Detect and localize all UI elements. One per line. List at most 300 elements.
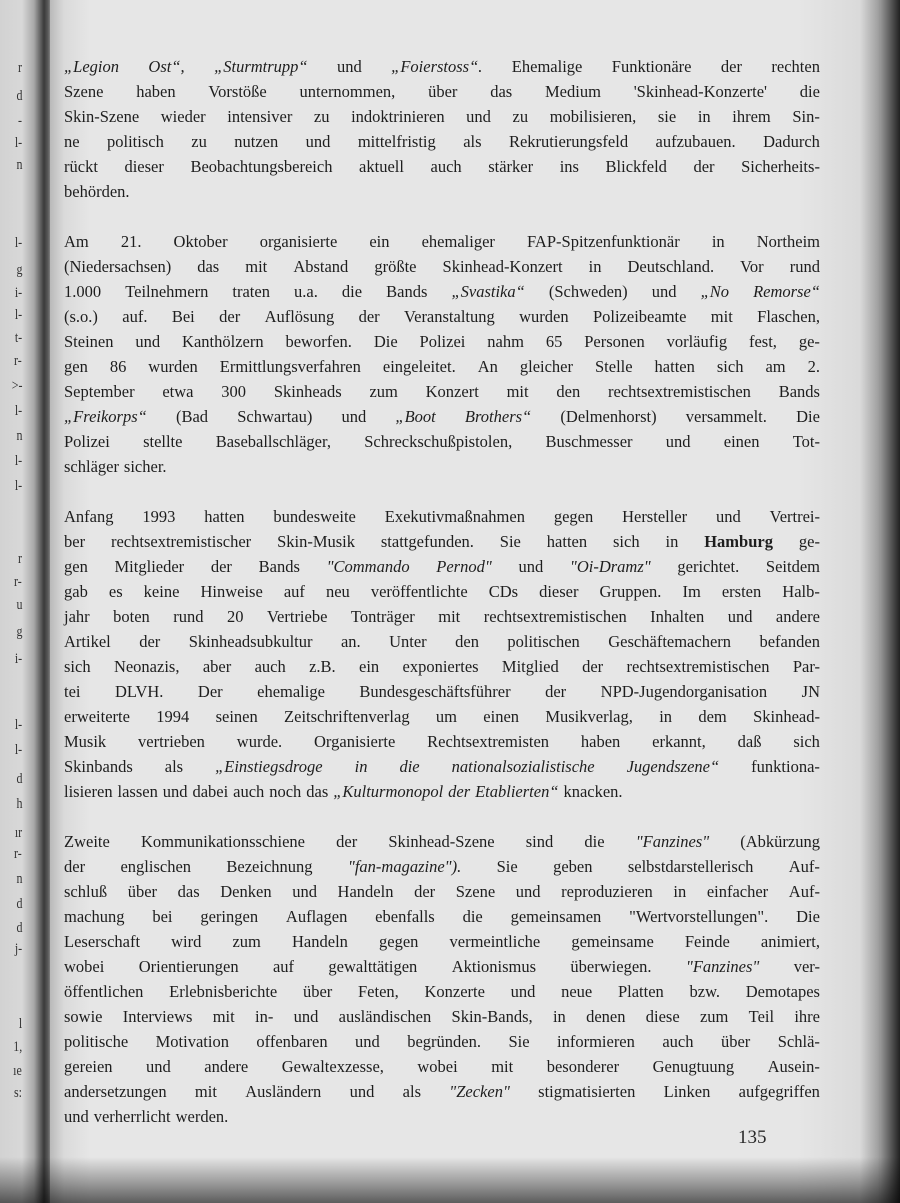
word: gegen	[379, 932, 419, 951]
word: Par-	[792, 657, 820, 676]
word: Flaschen,	[757, 307, 820, 326]
word: 65	[545, 332, 563, 351]
word: haben	[580, 732, 621, 751]
word: dieser	[124, 157, 164, 176]
word: Baseballschläger,	[215, 432, 331, 451]
word: und	[146, 1057, 171, 1076]
word: Zweite	[64, 832, 110, 851]
word: englischen	[120, 857, 192, 876]
word: schluß	[64, 882, 108, 901]
word: Medium	[544, 82, 601, 101]
word: der	[336, 832, 358, 851]
word: in	[665, 532, 679, 551]
word: und	[135, 332, 161, 351]
word: andersetzungen	[64, 1082, 167, 1101]
word: geben	[553, 857, 593, 876]
text-line	[64, 1029, 820, 1054]
margin-fragment: l-	[14, 307, 22, 323]
text-line	[64, 579, 820, 604]
word: Pernod"	[436, 557, 492, 576]
word: auf	[272, 957, 295, 976]
word: Rechtsextremisten	[427, 732, 550, 751]
word: Gruppen.	[599, 582, 662, 601]
margin-fragment: h	[16, 796, 22, 812]
text-line	[64, 554, 820, 579]
text-line	[64, 104, 820, 129]
word: Stelle	[594, 357, 633, 376]
word: gen	[64, 557, 88, 576]
word: An	[477, 357, 498, 376]
word: „Boot	[395, 407, 436, 426]
page-number: 135	[738, 1127, 767, 1148]
word: (Schweden)	[548, 282, 628, 301]
text-line	[64, 904, 820, 929]
word: Skinhead-Szene	[388, 832, 495, 851]
word: politische	[64, 1032, 129, 1051]
margin-fragment: r-	[14, 353, 22, 369]
word: Polizei	[64, 432, 110, 451]
word: in	[697, 107, 711, 126]
word: ver-	[793, 957, 820, 976]
margin-fragment: l-	[14, 478, 22, 494]
text-line	[64, 504, 820, 529]
word: es	[108, 582, 123, 601]
word: DLVH.	[114, 682, 164, 701]
margin-fragment: r	[18, 551, 22, 567]
word: sie	[657, 107, 677, 126]
word: mobilisieren,	[549, 107, 637, 126]
word: JN	[801, 682, 820, 701]
word: Bands	[258, 557, 300, 576]
word: ersten	[721, 582, 762, 601]
word: neue	[561, 982, 593, 1001]
word: ne	[64, 132, 80, 151]
word: Polizei	[419, 332, 466, 351]
margin-fragment: r-	[14, 846, 22, 862]
word: mit	[491, 1057, 514, 1076]
word: intensiver	[227, 107, 293, 126]
word: Beobachtungsbereich	[190, 157, 333, 176]
word: als	[402, 1082, 421, 1101]
word: traten	[232, 282, 270, 301]
word: das	[177, 882, 200, 901]
word: aktuell	[359, 157, 404, 176]
margin-fragment: d	[16, 920, 22, 936]
word: Seitdem	[765, 557, 820, 576]
word: wird	[171, 932, 202, 951]
word: und	[337, 57, 362, 76]
word: noch	[269, 782, 302, 801]
word: (s.o.)	[64, 307, 98, 326]
word: werden.	[175, 1107, 229, 1126]
text-line	[64, 929, 820, 954]
word: Skinbands	[64, 757, 133, 776]
word: veröffentlichte	[370, 582, 468, 601]
word: auch	[662, 1032, 694, 1051]
word: mit	[194, 1082, 217, 1101]
word: in	[588, 257, 602, 276]
word: der	[414, 882, 436, 901]
word: bundesweite	[273, 507, 356, 526]
word: hatten	[546, 532, 588, 551]
word: Musikverlag,	[545, 707, 633, 726]
word: Auflösung	[264, 307, 335, 326]
word: wurden	[148, 357, 198, 376]
word: offenbaren	[256, 1032, 328, 1051]
text-line	[64, 404, 820, 429]
word: zum	[699, 1007, 729, 1026]
word: Artikel	[64, 632, 111, 651]
word: ehemaliger	[421, 232, 495, 251]
word: andere	[204, 1057, 249, 1076]
word: Hinweise	[200, 582, 263, 601]
text-line	[64, 229, 820, 254]
word: über	[302, 982, 333, 1001]
word: Etablierten“	[475, 782, 559, 801]
word: die	[462, 907, 483, 926]
word: sich	[613, 532, 640, 551]
word: eingeleitet.	[382, 357, 456, 376]
margin-fragment: u	[16, 597, 22, 613]
margin-fragment: t-	[14, 330, 22, 346]
text-line	[64, 1004, 820, 1029]
word: "fan-magazine").	[347, 857, 462, 876]
word: der	[358, 307, 380, 326]
word: Kanthölzern	[182, 332, 264, 351]
word: diese	[645, 1007, 680, 1026]
word: der	[448, 782, 471, 801]
word: über	[720, 1032, 751, 1051]
word: etwa	[162, 382, 194, 401]
word: Ost“,	[148, 57, 185, 76]
word: auf.	[122, 307, 148, 326]
word: selbstdarstellerisch	[627, 857, 754, 876]
word: behörden.	[64, 182, 130, 201]
word: gab	[64, 582, 88, 601]
word: dieser	[539, 582, 579, 601]
word: auf	[283, 582, 305, 601]
word: gegen	[553, 507, 594, 526]
word: September	[64, 382, 135, 401]
word: einen	[723, 432, 760, 451]
word: 1993	[142, 507, 176, 526]
word: und	[651, 282, 677, 301]
word: Sie	[508, 1032, 530, 1051]
word: u.a.	[294, 282, 318, 301]
word: daß	[737, 732, 762, 751]
word: aufzubauen.	[655, 132, 736, 151]
word: rechtsextremistischen	[483, 607, 627, 626]
word: der	[139, 632, 161, 651]
word: "Wertvorstellungen".	[629, 907, 769, 926]
word: öffentlichen	[64, 982, 144, 1001]
word: größte	[374, 257, 417, 276]
word: unternommen,	[299, 82, 396, 101]
word: Schwartau)	[237, 407, 313, 426]
word: Vor	[740, 257, 764, 276]
word: Oktober	[173, 232, 228, 251]
word: die	[341, 282, 363, 301]
word: beworfen.	[285, 332, 352, 351]
word: Die	[373, 332, 398, 351]
word: Blickfeld	[605, 157, 667, 176]
word: ihre	[794, 1007, 820, 1026]
word: dem	[698, 707, 727, 726]
word: ihrem	[732, 107, 771, 126]
word: denen	[586, 1007, 626, 1026]
text-line	[64, 829, 820, 854]
word: (Abkürzung	[740, 832, 820, 851]
word: gemeinsamen	[510, 907, 602, 926]
word: schläger	[64, 457, 119, 476]
word: das	[197, 257, 220, 276]
word: Anfang	[64, 507, 114, 526]
word: informieren	[557, 1032, 635, 1051]
word: fest,	[748, 332, 777, 351]
word: ber	[64, 532, 86, 551]
word: „Sturmtrupp“	[214, 57, 308, 76]
word: 2.	[807, 357, 820, 376]
word: stigmatisierten	[538, 1082, 636, 1101]
word: ins	[559, 157, 579, 176]
word: „Freikorps“	[64, 407, 147, 426]
word: 1.000	[64, 282, 102, 301]
word: wurde.	[236, 732, 283, 751]
word: gen	[64, 357, 88, 376]
word: 21.	[120, 232, 142, 251]
word: Szene	[455, 882, 496, 901]
word: Polizeibeamte	[592, 307, 687, 326]
margin-fragment: n	[16, 157, 22, 173]
word: zu	[313, 107, 330, 126]
word: Buschmesser	[545, 432, 633, 451]
word: Mitglieder	[114, 557, 185, 576]
word: sich	[64, 657, 91, 676]
word: politisch	[107, 132, 164, 151]
word: 'Skinhead-Konzerte'	[633, 82, 768, 101]
word: Bundesgeschäftsführer	[359, 682, 511, 701]
word: Linken	[663, 1082, 711, 1101]
word: lassen	[117, 782, 158, 801]
word: Inhalten	[650, 607, 705, 626]
word: Tonträger	[350, 607, 415, 626]
word: Orientierungen	[138, 957, 239, 976]
word: ein	[359, 657, 380, 676]
word: der	[582, 657, 604, 676]
word: das	[490, 82, 513, 101]
word: Kommunikationsschiene	[140, 832, 305, 851]
paragraph	[64, 54, 820, 204]
margin-fragment: g	[16, 624, 22, 640]
word: vertrieben	[138, 732, 205, 751]
text-line	[64, 329, 820, 354]
word: stattgefunden.	[380, 532, 474, 551]
word: Motivation	[155, 1032, 229, 1051]
word: z.B.	[309, 657, 336, 676]
word: rechtsextremistischer	[110, 532, 252, 551]
word: der	[693, 157, 715, 176]
word: in	[711, 232, 725, 251]
word: wieder	[160, 107, 206, 126]
word: animiert,	[760, 932, 820, 951]
word: bzw.	[689, 982, 721, 1001]
word: verherrlicht	[93, 1107, 171, 1126]
word: jahr	[64, 607, 90, 626]
word: Denken	[220, 882, 272, 901]
word: zu	[191, 132, 207, 151]
word: mit	[506, 382, 529, 401]
text-line	[64, 1079, 820, 1104]
word: und	[515, 882, 541, 901]
word: und	[727, 607, 753, 626]
word: und	[64, 1107, 89, 1126]
word: Vertriebe	[266, 607, 328, 626]
word: zum	[232, 932, 261, 951]
word: Mitglied	[501, 657, 559, 676]
text-line	[64, 304, 820, 329]
word: 300	[221, 382, 247, 401]
word: sicher.	[123, 457, 167, 476]
text-line	[64, 629, 820, 654]
word: mit	[212, 1007, 235, 1026]
word: Skinheadsubkultur	[188, 632, 313, 651]
text-line	[64, 129, 820, 154]
word: auch	[254, 657, 286, 676]
word: gewalttätigen	[328, 957, 418, 976]
text-line	[64, 679, 820, 704]
word: Konzerte	[424, 982, 485, 1001]
word: Veranstaltung	[404, 307, 495, 326]
word: die	[584, 832, 605, 851]
word: und	[292, 882, 317, 901]
word: besonderer	[546, 1057, 620, 1076]
text-line	[64, 754, 820, 779]
word: geringen	[200, 907, 259, 926]
word: Zeitschriftenverlag	[284, 707, 410, 726]
word: lisieren	[64, 782, 113, 801]
word: als	[164, 757, 184, 776]
text-line	[64, 879, 820, 904]
word: Bei	[171, 307, 195, 326]
margin-fragment: r	[18, 60, 22, 76]
word: ebenfalls	[375, 907, 435, 926]
word: machung	[64, 907, 125, 926]
word: Musik	[64, 732, 107, 751]
word: in	[659, 707, 673, 726]
word: Erlebnisberichte	[169, 982, 278, 1001]
text-line	[64, 954, 820, 979]
margin-fragment: l	[18, 1016, 22, 1032]
word: Handeln	[292, 932, 348, 951]
word: Skin-Musik	[277, 532, 355, 551]
word: gleicher	[519, 357, 573, 376]
word: funktiona-	[751, 757, 820, 776]
word: Sie	[496, 857, 518, 876]
word: aufgegriffen	[738, 1082, 820, 1101]
word: und	[349, 1082, 375, 1101]
word: Vorstöße	[208, 82, 267, 101]
word: organisierte	[259, 232, 338, 251]
text-line	[64, 454, 820, 479]
word: rund	[173, 607, 204, 626]
word: andere	[775, 607, 820, 626]
word: und	[518, 557, 544, 576]
text-line	[64, 654, 820, 679]
word: stellte	[143, 432, 183, 451]
word: Organisierte	[314, 732, 396, 751]
paragraph	[64, 229, 820, 479]
text-line	[64, 254, 820, 279]
word: Funktionäre	[611, 57, 692, 76]
word: und	[466, 107, 491, 126]
word: NPD-Jugendorganisation	[600, 682, 768, 701]
word: gereien	[64, 1057, 113, 1076]
word: FAP-Spitzenfunktionär	[526, 232, 680, 251]
word: 1994	[156, 707, 190, 726]
word: hatten	[204, 507, 245, 526]
word: zu	[512, 107, 529, 126]
text-line	[64, 529, 820, 554]
word: und	[305, 132, 331, 151]
word: Brothers“	[464, 407, 532, 426]
word: mit	[438, 607, 461, 626]
word: exponiertes	[402, 657, 479, 676]
word: und	[162, 782, 188, 801]
word: tei	[64, 682, 81, 701]
word: "Fanzines"	[635, 832, 710, 851]
text-line	[64, 79, 820, 104]
word: das	[306, 782, 329, 801]
word: Sie	[499, 532, 521, 551]
word: Tot-	[792, 432, 820, 451]
word: Hersteller	[622, 507, 688, 526]
margin-fragment: d	[16, 771, 22, 787]
word: mit	[245, 257, 268, 276]
margin-fragment: l-	[14, 135, 22, 151]
word: vorläufig	[666, 332, 728, 351]
word: über	[127, 882, 158, 901]
text-line	[64, 429, 820, 454]
word: (Niedersachsen)	[64, 257, 172, 276]
word: gerichtet.	[677, 557, 740, 576]
word: stärker	[488, 157, 534, 176]
margin-fragment: l-	[14, 742, 22, 758]
margin-fragment: s:	[13, 1085, 22, 1101]
word: ge-	[798, 532, 820, 551]
text-line	[64, 154, 820, 179]
word: erkannt,	[652, 732, 706, 751]
margin-fragment: i-	[14, 651, 22, 667]
word: in	[552, 1007, 566, 1026]
word: auch	[430, 157, 462, 176]
word: die	[399, 757, 420, 776]
word: Auf-	[788, 857, 820, 876]
word: haben	[136, 82, 176, 101]
word: zum	[369, 382, 398, 401]
right-page-shadow	[860, 0, 900, 1203]
word: Personen	[584, 332, 645, 351]
text-line	[64, 1054, 820, 1079]
word: neu	[325, 582, 350, 601]
margin-fragment: g	[16, 262, 22, 278]
word: Sicherheits-	[741, 157, 820, 176]
word: Teil	[748, 1007, 775, 1026]
word: Ehemalige	[511, 57, 583, 76]
word: die	[799, 82, 820, 101]
word: einen	[483, 707, 520, 726]
word: erweiterte	[64, 707, 130, 726]
word: Skin-Szene	[64, 107, 140, 126]
